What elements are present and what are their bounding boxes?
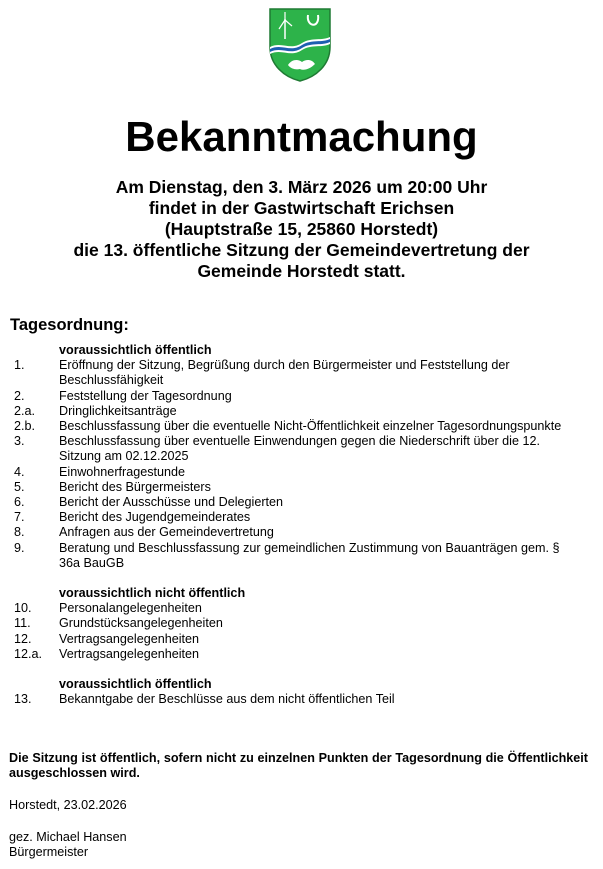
- item-text: Beratung und Beschlussfassung zur gemeindlichen Zustimmung von Bauanträgen gem. § 36a BauGB: [59, 540, 560, 570]
- agenda-item: [0, 601, 603, 616]
- agenda-item: [0, 525, 603, 540]
- item-number: 12.a.: [14, 646, 43, 661]
- coat-of-arms-icon: [268, 7, 332, 83]
- item-text: Feststellung der Tagesordnung: [59, 388, 232, 403]
- agenda-heading: Tagesordnung:: [10, 316, 129, 334]
- item-text: Vertragsangelegenheiten: [59, 646, 200, 661]
- item-number: 2.a.: [14, 403, 36, 418]
- section-label: voraussichtlich öffentlich: [59, 677, 212, 692]
- item-number: 3.: [14, 434, 25, 449]
- item-text: Bericht der Ausschüsse und Delegierten: [59, 495, 284, 510]
- item-text: Dringlichkeitsanträge: [59, 403, 177, 418]
- agenda-item: [0, 404, 603, 419]
- item-number: 2.: [14, 388, 25, 403]
- item-number: 12.: [14, 631, 32, 646]
- intro-line: Am Dienstag, den 3. März 2026 um 20:00 Uhr: [115, 177, 488, 197]
- item-text: Bekanntgabe der Beschlüsse aus dem nicht öffentlichen Teil: [59, 692, 395, 707]
- intro-line: findet in der Gastwirtschaft Erichsen: [148, 198, 455, 218]
- item-text: Einwohnerfragestunde: [59, 464, 186, 479]
- intro-line: (Hauptstraße 15, 25860 Horstedt): [164, 219, 439, 239]
- item-text: Bericht des Bürgermeisters: [59, 479, 211, 494]
- intro-line: die 13. öffentliche Sitzung der Gemeindevertretung der: [73, 240, 530, 260]
- item-text: Eröffnung der Sitzung, Begrüßung durch den Bürgermeister und Feststellung der Beschlussfähigkeit: [59, 358, 510, 388]
- item-text: Bericht des Jugendgemeinderates: [59, 510, 251, 525]
- agenda-item: [0, 510, 603, 525]
- intro-block: [0, 177, 603, 282]
- item-text: Anfragen aus der Gemeindevertretung: [59, 525, 274, 540]
- item-number: 7.: [14, 510, 25, 525]
- item-number: 8.: [14, 525, 25, 540]
- item-text: Beschlussfassung über die eventuelle Nicht-Öffentlichkeit einzelner Tagesordnungspunkte: [59, 419, 562, 434]
- item-number: 11.: [14, 616, 31, 631]
- intro-line: Gemeinde Horstedt statt.: [197, 261, 406, 281]
- agenda-item: [0, 692, 603, 707]
- agenda-list: [0, 343, 603, 707]
- agenda-item: [0, 616, 603, 631]
- item-text: Personalangelegenheiten: [59, 601, 202, 616]
- signature-block: [9, 830, 127, 860]
- item-number: 2.b.: [14, 419, 36, 434]
- public-session-note: Die Sitzung ist öffentlich, sofern nicht zu einzelnen Punkten der Tagesordnung die Öffentlichkeit ausgeschlossen wird.: [9, 751, 588, 781]
- section-label: voraussichtlich nicht öffentlich: [59, 586, 246, 601]
- agenda-item: [0, 465, 603, 480]
- page-title: Bekanntmachung: [125, 113, 478, 160]
- place-date: Horstedt, 23.02.2026: [9, 798, 127, 812]
- item-number: 13.: [14, 692, 32, 707]
- agenda-item: [0, 434, 603, 464]
- section-label: voraussichtlich öffentlich: [59, 343, 212, 357]
- item-number: 4.: [14, 464, 25, 479]
- agenda-item: [0, 632, 603, 647]
- item-text: Vertragsangelegenheiten: [59, 631, 200, 646]
- signatory-name: gez. Michael Hansen: [9, 830, 127, 844]
- item-number: 10.: [14, 601, 32, 616]
- item-number: 1.: [14, 358, 25, 373]
- agenda-item: [0, 389, 603, 404]
- agenda-item: [0, 419, 603, 434]
- agenda-item: [0, 647, 603, 662]
- item-number: 9.: [14, 540, 25, 555]
- item-number: 6.: [14, 495, 25, 510]
- agenda-item: [0, 480, 603, 495]
- item-text: Beschlussfassung über eventuelle Einwendungen gegen die Niederschrift über die 12. Sitzung am 02.12.2025: [59, 434, 540, 464]
- item-number: 5.: [14, 479, 25, 494]
- agenda-item: [0, 495, 603, 510]
- agenda-item: [0, 358, 603, 388]
- item-text: Grundstücksangelegenheiten: [59, 616, 223, 631]
- signatory-role: Bürgermeister: [9, 845, 89, 860]
- agenda-item: [0, 541, 603, 571]
